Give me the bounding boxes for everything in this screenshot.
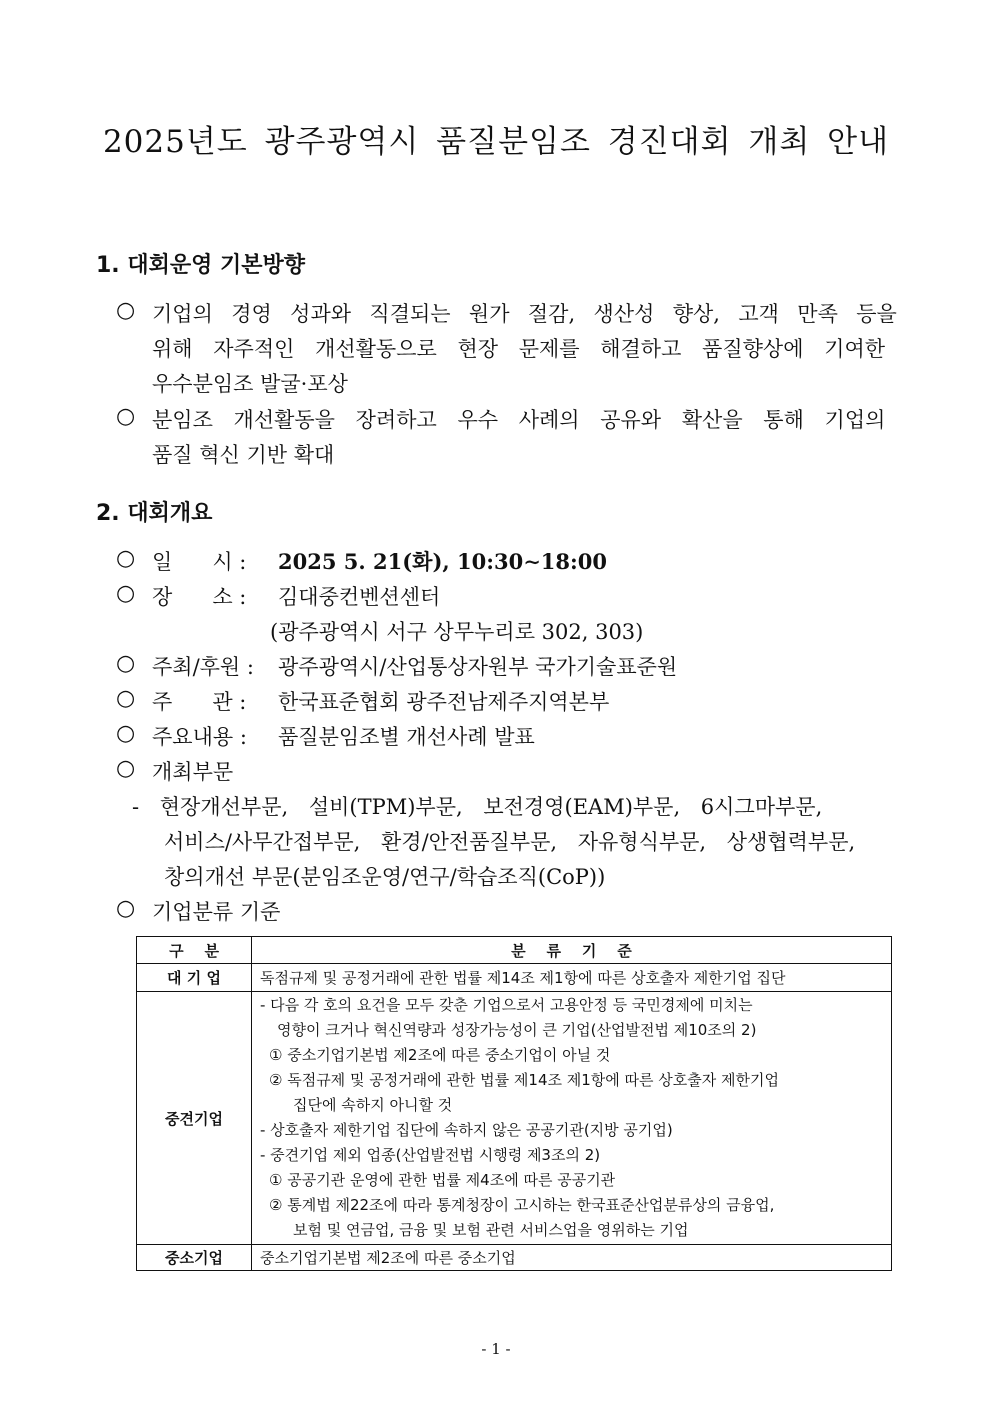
divisions-line-1: - 현장개선부문, 설비(TPM)부문, 보전경영(EAM)부문, 6시그마부문, [132, 795, 823, 819]
section-1-bullet-2-line-1: 분임조 개선활동을 장려하고 우수 사례의 공유와 확산을 통해 기업의 [152, 408, 886, 432]
table-row [137, 964, 892, 992]
bullet-icon: ○ [116, 651, 136, 676]
mid-criteria-line: - 중견기업 제외 업종(산업발전법 시행령 제3조의 2) [260, 1146, 601, 1164]
row-small-company-criteria: 중소기업기본법 제2조에 따른 중소기업 [252, 1245, 892, 1271]
organizer-value: 한국표준협회 광주전남제주지역본부 [278, 690, 610, 714]
organizer-label: 주 관 : [152, 690, 247, 714]
company-criteria-table [136, 936, 892, 1271]
date-label: 일 시 : [152, 550, 247, 574]
content-label: 주요내용 : [152, 725, 247, 749]
bullet-icon: ○ [116, 581, 136, 606]
row-mid-company-name: 중견기업 [137, 992, 252, 1245]
section-2-heading: 2. 대회개요 [96, 501, 213, 526]
row-large-company-name: 대 기 업 [137, 964, 252, 992]
mid-criteria-line: ① 중소기업기본법 제2조에 따른 중소기업이 아닐 것 [269, 1046, 611, 1064]
table-header-row [137, 937, 892, 964]
mid-criteria-line: ① 공공기관 운영에 관한 법률 제4조에 따른 공공기관 [269, 1171, 616, 1189]
column-header-category: 구 분 [137, 937, 252, 964]
table-row [137, 992, 892, 1245]
content-value: 품질분임조별 개선사례 발표 [278, 725, 535, 749]
date-value: 2025 5. 21(화), 10:30∼18:00 [278, 549, 607, 574]
place-label: 장 소 : [152, 585, 247, 609]
page-title: 2025년도 광주광역시 품질분임조 경진대회 개최 안내 [102, 124, 890, 160]
mid-criteria-line: - 상호출자 제한기업 집단에 속하지 않은 공공기관(지방 공기업) [260, 1121, 673, 1139]
column-header-criteria: 분 류 기 준 [252, 937, 892, 964]
row-mid-company-criteria [252, 992, 892, 1245]
bullet-icon: ○ [116, 546, 136, 571]
place-value: 김대중컨벤션센터 [278, 585, 441, 609]
page-number: - 1 - [481, 1340, 511, 1358]
divisions-line-3: 창의개선 부문(분임조운영/연구/학습조직(CoP)) [164, 865, 606, 889]
bullet-icon: ○ [116, 404, 136, 429]
divisions-line-2: 서비스/사무간접부문, 환경/안전품질부문, 자유형식부문, 상생협력부문, [164, 830, 856, 854]
row-small-company-name: 중소기업 [137, 1245, 252, 1271]
section-1-bullet-1-line-2: 위해 자주적인 개선활동으로 현장 문제를 해결하고 품질향상에 기여한 [152, 337, 886, 361]
bullet-icon: ○ [116, 896, 136, 921]
mid-criteria-line: 집단에 속하지 아니할 것 [293, 1096, 453, 1114]
criteria-label: 기업분류 기준 [152, 900, 281, 924]
host-label: 주최/후원 : [152, 655, 254, 679]
mid-criteria-line: - 다음 각 호의 요건을 모두 갖춘 기업으로서 고용안정 등 국민경제에 미치는 [260, 996, 753, 1014]
row-large-company-criteria: 독점규제 및 공정거래에 관한 법률 제14조 제1항에 따른 상호출자 제한기업 집단 [252, 964, 892, 992]
bullet-icon: ○ [116, 756, 136, 781]
place-address: (광주광역시 서구 상무누리로 302, 303) [270, 620, 644, 644]
section-1-bullet-1-line-1: 기업의 경영 성과와 직결되는 원가 절감, 생산성 향상, 고객 만족 등을 [152, 302, 897, 326]
mid-criteria-line: ② 독점규제 및 공정거래에 관한 법률 제14조 제1항에 따른 상호출자 제한기업 [269, 1071, 779, 1089]
section-1-bullet-1-line-3: 우수분임조 발굴·포상 [152, 372, 348, 396]
bullet-icon: ○ [116, 686, 136, 711]
section-1-bullet-2-line-2: 품질 혁신 기반 확대 [152, 443, 335, 467]
mid-criteria-line: 보험 및 연금업, 금융 및 보험 관련 서비스업을 영위하는 기업 [293, 1221, 689, 1239]
host-value: 광주광역시/산업통상자원부 국가기술표준원 [278, 655, 678, 679]
table-row [137, 1245, 892, 1271]
mid-criteria-line: ② 통계법 제22조에 따라 통계청장이 고시하는 한국표준산업분류상의 금융업, [269, 1196, 775, 1214]
divisions-label: 개최부문 [152, 760, 234, 784]
mid-criteria-line: 영향이 크거나 혁신역량과 성장가능성이 큰 기업(산업발전법 제10조의 2) [277, 1021, 757, 1039]
bullet-icon: ○ [116, 721, 136, 746]
bullet-icon: ○ [116, 298, 136, 323]
section-1-heading: 1. 대회운영 기본방향 [96, 253, 305, 278]
